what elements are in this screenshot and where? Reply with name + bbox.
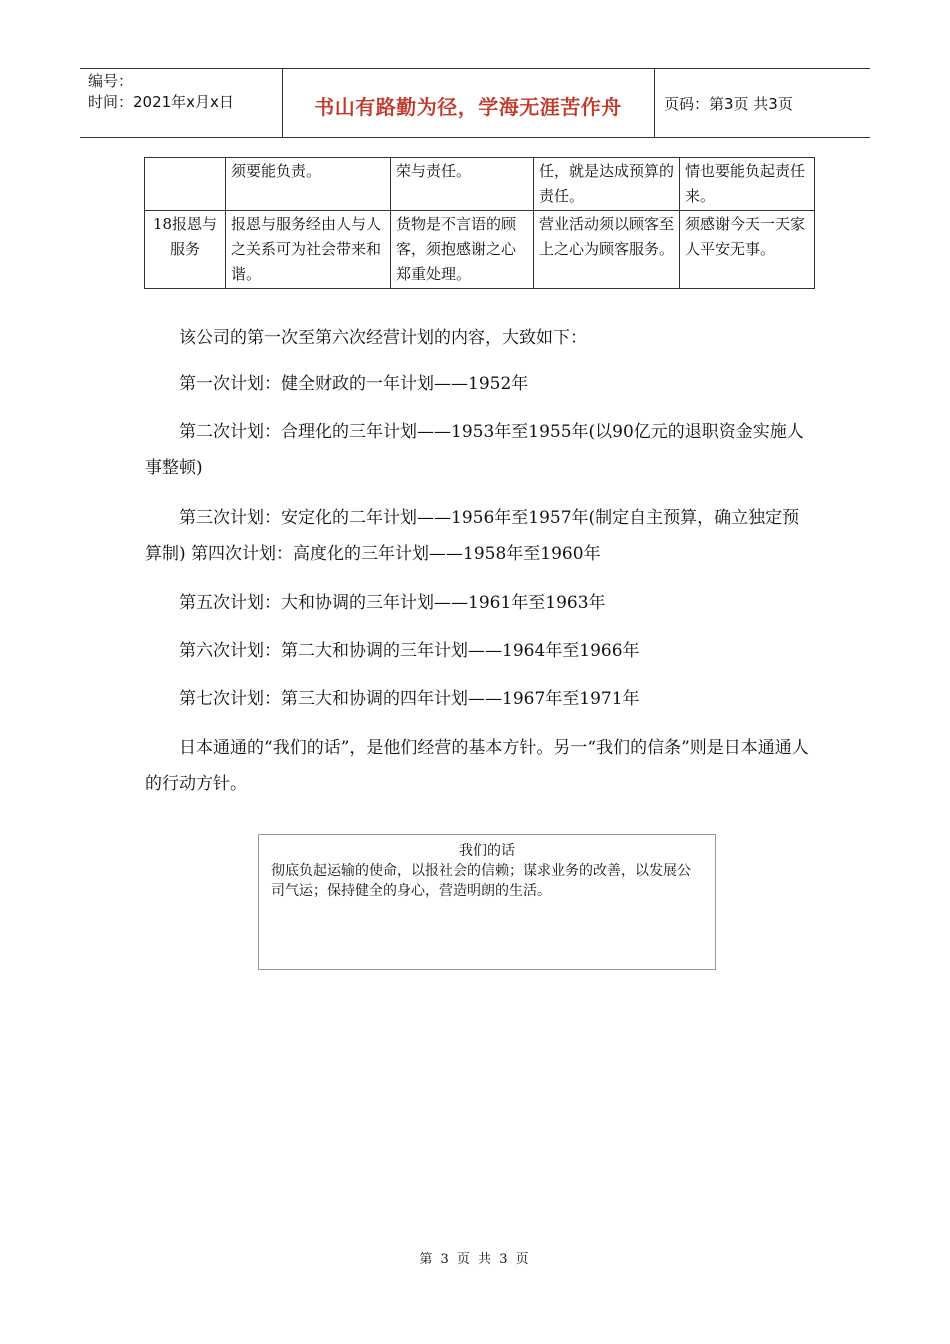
paragraph: 第三次计划：安定化的二年计划——1956年至1957年(制定自主预算，确立独定预算制) 第四次计划：高度化的三年计划——1958年至1960年 [145, 508, 800, 564]
paragraph: 日本通通的“我们的话”，是他们经营的基本方针。另一“我们的信条”则是日本通通人的行动方针。 [145, 738, 809, 794]
table-cell: 须要能负责。 [226, 158, 391, 211]
table-cell: 货物是不言语的顾客，须抱感谢之心郑重处理。 [391, 211, 534, 289]
page-footer: 第 3 页 共 3 页 [419, 1252, 531, 1267]
header-divider [654, 69, 655, 137]
header-motto: 书山有路勤为径，学海无涯苦作舟 [314, 95, 622, 119]
table-row [145, 158, 815, 211]
page-header [80, 68, 870, 138]
paragraph: 第七次计划：第三大和协调的四年计划——1967年至1971年 [179, 689, 640, 709]
header-time: 时间：2021年x月x日 [88, 93, 234, 111]
paragraph: 第六次计划：第二大和协调的三年计划——1964年至1966年 [179, 641, 640, 661]
quote-box [258, 834, 716, 970]
paragraph: 第二次计划：合理化的三年计划——1953年至1955年(以90亿元的退职资金实施人事整顿) [145, 422, 804, 478]
quote-title: 我们的话 [459, 843, 515, 859]
table-cell: 荣与责任。 [391, 158, 534, 211]
table-cell: 情也要能负起责任来。 [680, 158, 815, 211]
table-row [145, 211, 815, 289]
paragraph: 第一次计划：健全财政的一年计划——1952年 [179, 374, 529, 394]
table-cell [145, 158, 226, 211]
header-number: 编号： [88, 72, 134, 90]
table-cell: 报恩与服务经由人与人之关系可为社会带来和谐。 [226, 211, 391, 289]
paragraph: 第五次计划：大和协调的三年计划——1961年至1963年 [179, 593, 606, 613]
table-cell: 任，就是达成预算的责任。 [534, 158, 680, 211]
header-page-number: 页码：第3页 共3页 [664, 95, 793, 113]
table-cell: 营业活动须以顾客至上之心为顾客服务。 [534, 211, 680, 289]
table-cell: 18报恩与服务 [145, 211, 226, 289]
table-cell: 须感谢今天一天家人平安无事。 [680, 211, 815, 289]
quote-text: 彻底负起运输的使命，以报社会的信赖；谋求业务的改善，以发展公司气运；保持健全的身心，营造明朗的生活。 [271, 863, 691, 899]
header-meta [88, 71, 234, 113]
values-table [144, 157, 815, 289]
paragraph: 该公司的第一次至第六次经营计划的内容，大致如下： [179, 328, 587, 348]
